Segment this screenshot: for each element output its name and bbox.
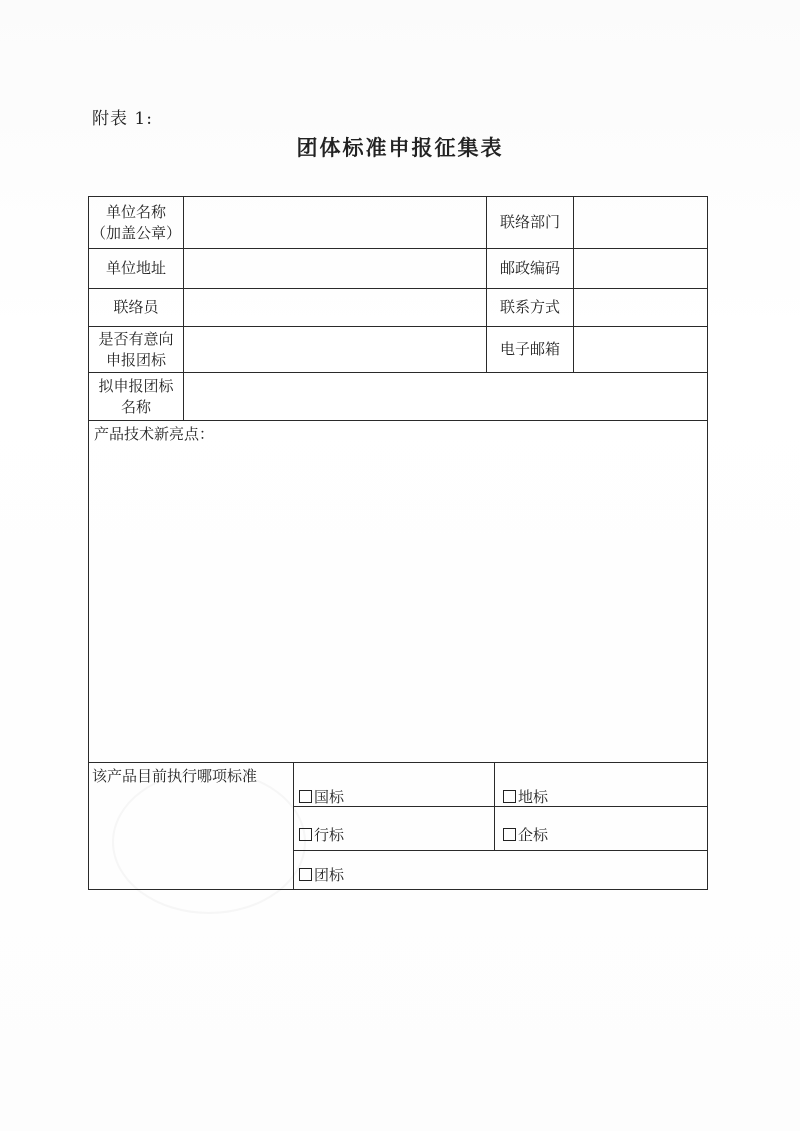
- unit-name-label-line1: 单位名称: [105, 202, 166, 221]
- option-national-standard[interactable]: [299, 786, 344, 807]
- contact-department-label: [487, 197, 573, 248]
- option-local-standard[interactable]: [503, 786, 548, 807]
- checkbox-icon[interactable]: [503, 790, 516, 803]
- intent-label-line2: 申报团标: [105, 350, 166, 369]
- column-divider: [293, 762, 294, 890]
- faint-stamp-mark: [112, 770, 306, 914]
- checkbox-icon[interactable]: [299, 868, 312, 881]
- column-divider: [573, 196, 574, 372]
- highlights-label: 产品技术新亮点：: [94, 425, 215, 443]
- proposed-name-label-line2: 名称: [120, 397, 151, 416]
- unit-name-label: [89, 197, 183, 248]
- table-bottom-border: [88, 889, 708, 890]
- checkbox-icon[interactable]: [299, 828, 312, 841]
- row-divider: [293, 806, 708, 807]
- unit-address-text: 单位地址: [105, 259, 166, 277]
- document-title: 团体标准申报征集表: [296, 135, 504, 160]
- intent-label: [89, 327, 183, 372]
- table-right-border: [707, 196, 708, 890]
- proposed-name-label-line1: 拟申报团标: [98, 376, 174, 395]
- intent-label-line1: 是否有意向: [98, 329, 174, 348]
- current-standard-label: 该产品目前执行哪项标准: [92, 767, 258, 785]
- option-group-standard[interactable]: [299, 864, 344, 885]
- proposed-name-label: [89, 373, 183, 420]
- option-industry-text: 行标: [314, 826, 345, 844]
- option-group-text: 团标: [314, 866, 345, 884]
- unit-name-label-line2: （加盖公章）: [90, 223, 181, 242]
- postal-code-text: 邮政编码: [499, 259, 560, 277]
- unit-address-label: [89, 249, 183, 288]
- option-enterprise-standard[interactable]: [503, 824, 548, 845]
- option-local-text: 地标: [518, 788, 549, 806]
- appendix-label: 附表 1:: [92, 109, 153, 129]
- email-label: [487, 327, 573, 372]
- checkbox-icon[interactable]: [299, 790, 312, 803]
- checkbox-icon[interactable]: [503, 828, 516, 841]
- contact-department-text: 联络部门: [499, 213, 560, 231]
- option-national-text: 国标: [314, 788, 345, 806]
- option-enterprise-text: 企标: [518, 826, 549, 844]
- email-text: 电子邮箱: [499, 340, 560, 358]
- row-divider: [88, 420, 708, 421]
- contact-method-text: 联系方式: [499, 298, 560, 316]
- option-industry-standard[interactable]: [299, 824, 344, 845]
- postal-code-label: [487, 249, 573, 288]
- contact-person-text: 联络员: [113, 298, 159, 316]
- column-divider: [183, 196, 184, 420]
- row-divider: [88, 762, 708, 763]
- row-divider: [293, 850, 708, 851]
- contact-method-label: [487, 289, 573, 326]
- contact-person-label: [89, 289, 183, 326]
